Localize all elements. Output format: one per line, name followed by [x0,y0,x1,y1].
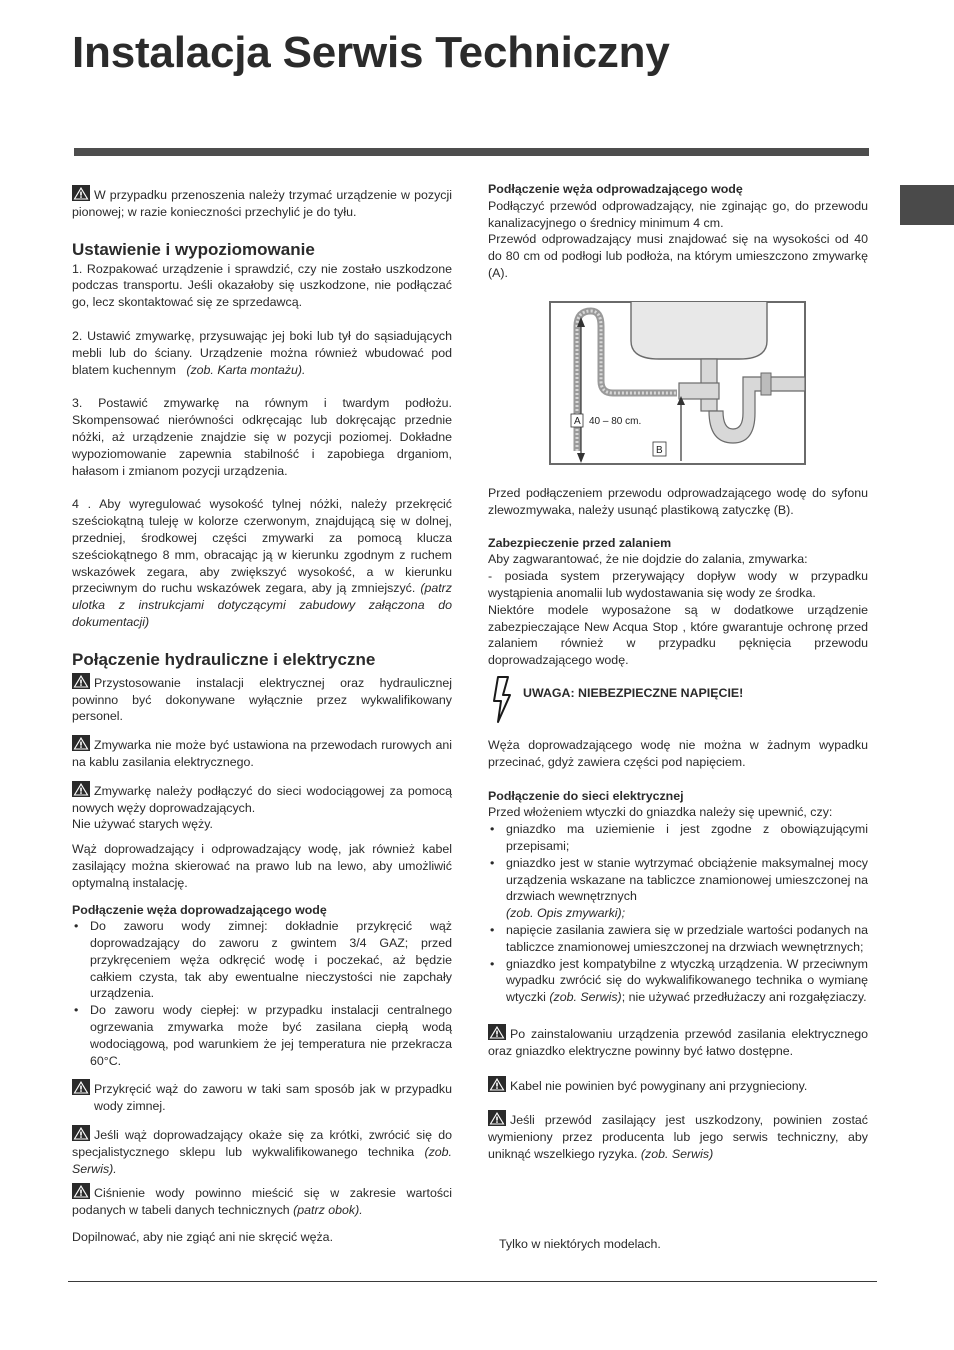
bullet-dot: • [490,822,495,837]
footer-rule [68,1281,877,1282]
inlet-bullet-cold [72,918,452,1002]
warning-icon [488,1076,506,1092]
figure-label-b: B [656,445,663,456]
final-note: Dopilnować, aby nie zgiąć ani nie skręcić węża. [72,1230,334,1245]
warning-right-3-ref: (zob. Serwis) [640,1146,714,1161]
warning-icon [72,781,90,797]
warning-6-text: Ciśnienie wody powinno mieścić się w zakresie wartości podanych w tabeli danych technicznych [72,1186,452,1218]
setup-heading: Ustawienie i wypoziomowanie [72,239,315,259]
footnote: Tylko w niektórych modelach. [499,1237,661,1251]
electric-bullet-3-text: napięcie zasilania zawiera się w przedziale wartości podanych na tabliczce znamionowej umieszczonej na drzwiach wewnętrznych; [506,922,868,954]
flood-paragraph-2: - posiada system przerywający dopływ wody w przypadku wystąpienia anomalii lub wydostawania się wody ze środka. [488,569,868,600]
electric-bullet-3 [488,922,868,956]
figure-label-a: A [574,416,581,427]
warning-right-2-text: Kabel nie powinien być powyginany ani przygnieciony. [510,1078,808,1093]
intro-warning-text: W przypadku przenoszenia należy trzymać urządzenie w pozycji pionowej; w razie konieczności przechylić je do tyłu. [72,188,452,219]
warning-icon [488,1110,506,1126]
step-4 [72,496,452,630]
warning-icon [72,673,90,689]
right-column-lower [488,485,868,669]
warning-6-ref: (patrz obok). [293,1203,363,1218]
warning-4 [72,1079,452,1115]
electric-bullet-1 [488,821,868,855]
electric-bullet-1-text: gniazdko ma uziemienie i jest zgodne z obowiązującymi przepisami; [506,822,868,853]
electric-bullet-2-ref: (zob. Opis zmywarki); [506,906,626,921]
lightning-bolt-icon [492,675,514,723]
warning-icon [72,185,90,201]
warning-icon [72,735,90,751]
hoses-paragraph: Wąż doprowadzający i odprowadzający wodę, jak również kabel zasilający można skierować na prawo lub na lewo, aby umożliwić optymalną instalację. [72,842,452,890]
warning-icon [72,1125,90,1141]
inlet-bullet-hot [72,1002,452,1069]
warning-right-1-text: Po zainstalowaniu urządzenia przewód zasilania elektrycznego oraz gniazdko elektryczne powinny być łatwo dostępne. [488,1026,868,1058]
warning-right-3 [488,1110,868,1162]
drain-paragraph-1: Podłączyć przewód odprowadzający, nie zginając go, do przewodu kanalizacyjnego o średnicy minimum 4 cm. [488,198,868,230]
electric-intro: Przed włożeniem wtyczki do gniazdka należy się upewnić, czy: [488,805,833,820]
bullet-dot: • [490,922,495,937]
warning-6 [72,1183,452,1219]
electric-bullet-4-end: ; nie używać przedłużaczy ani rozgałęziaczy. [621,990,867,1005]
warning-right-1 [488,1024,868,1060]
warning-5-ref: (zob. Serwis). [72,1144,452,1176]
warning-1-text: Przystosowanie instalacji elektrycznej oraz hydraulicznej powinno być dokonywane wyłącznie przez wykwalifikowany personel. [72,675,452,724]
warning-2 [72,735,452,771]
flood-paragraph-3: Niektóre modele wyposażone są w dodatkowe urządzenie zabezpieczające New Acqua Stop , które gwarantuje ochronę przed zalaniem również w przypadku pęknięcia przewodu doprowadzającego wodę. [488,602,868,668]
step-1: 1. Rozpakować urządzenie i sprawdzić, czy nie zostało uszkodzone podczas transportu. Jeśli okazałoby się uszkodzone, nie podłączać go, lecz skontaktować się ze sprzedawcą. [72,261,452,310]
warning-3b: Nie używać starych węży. [72,817,213,832]
electric-bullet-4-ref: (zob. Serwis) [549,990,622,1005]
bullet-dot: • [490,855,495,870]
step-4-text: 4 . Aby wyregulować wysokość tylnej nóżki, należy przekręcić sześciokątną tuleję w kolorze czerwonym, znajdującą się w dolnej, przedniej, środkowej części zmywarki za pomocą klucza sześciokątnego 8 mm, obracając ją w kierunku zgodnym z ruchem wskazówek zegara, aby zwiększyć wysokość, a w kierunku przeciwnym do ruchu wskazówek zegara, aby ją zmniejszyć. [72,497,452,596]
bullet-dot: • [490,956,495,971]
warning-icon [72,1079,90,1095]
warning-5-text: Jeśli wąż doprowadzający okaże się za krótki, zwrócić się do specjalistycznego sklepu lub wykwalifikowanego technika [72,1128,452,1159]
drain-hose-figure [549,301,806,465]
voltage-warning: UWAGA: NIEBEZPIECZNE NAPIĘCIE! [523,686,744,700]
inlet-heading: Podłączenie węża doprowadzającego wodę [72,902,327,917]
warning-icon [72,1183,90,1199]
right-column-electric [488,737,868,1163]
electric-bullet-4-text: gniazdko jest kompatybilne z wtyczką urządzenia. W przeciwnym wypadku zwrócić się do wykwalifikowanego technika o wymianę wtyczki [506,956,868,1005]
electric-heading: Podłączenie do sieci elektrycznej [488,788,684,803]
warning-3 [72,781,452,817]
hydro-heading: Połączenie hydrauliczne i elektryczne [72,649,376,669]
step-4-ref: (patrz ulotka z instrukcjami dotyczącymi zabudowy załączona do dokumentacji) [72,581,452,629]
inlet-bullet-cold-text: Do zaworu wody zimnej: dokładnie przykręcić wąż doprowadzający do zaworu z gwintem 3/4 GAZ; przed przykręceniem węża odkręcić wodę i poczekać, aż będzie całkiem czysta, tak aby ewentualne nieczystości nie zapchały urządzenia. [90,919,452,1001]
warning-5 [72,1125,452,1177]
warning-right-2 [488,1076,868,1095]
warning-3-text: Zmywarkę należy podłączyć do sieci wodociągowej za pomocą nowych węży doprowadzających. [72,783,452,815]
flood-heading: Zabezpieczenie przed zalaniem [488,535,672,550]
drain-heading: Podłączenie węża odprowadzającego wodę [488,182,743,196]
voltage-paragraph: Węża doprowadzającego wodę nie można w żadnym wypadku przecinać, gdyż zawiera części pod napięciem. [488,738,868,769]
left-column [72,185,452,1246]
electric-bullet-4 [488,956,868,1006]
bullet-dot: • [74,919,79,934]
title-rule [74,148,869,156]
figure-dimension: 40 – 80 cm. [589,416,642,427]
warning-1 [72,673,452,725]
step-2-text: 2. Ustawić zmywarkę, przysuwając jej boki lub tył do sąsiadujących mebli lub do ściany. Urządzenie można również wbudować pod blatem kuchennym [72,328,452,377]
step-2-ref: (zob. Karta montażu). [186,362,306,377]
warning-4-text: Przykręcić wąż do zaworu w taki sam sposób jak w przypadku wody zimnej. [94,1082,452,1114]
drain-paragraph-2: Przewód odprowadzający musi znajdować się na wysokości od 40 do 80 cm od podłogi lub podłoża, na którym umieszczono zmywarkę (A). [488,232,868,280]
flood-paragraph-1: Aby zagwarantować, że nie dojdzie do zalania, zmywarka: [488,552,808,567]
bullet-dot: • [74,1003,79,1018]
warning-right-3-text: Jeśli przewód zasilający jest uszkodzony, powinien zostać wymieniony przez producenta lub jego serwis techniczny, aby uniknąć wszelkiego ryzyka. [488,1113,868,1161]
warning-2-text: Zmywarka nie może być ustawiona na przewodach rurowych ani na kablu zasilania elektrycznego. [72,738,452,769]
step-2 [72,328,452,378]
electric-bullet-2-text: gniazdko jest w stanie wytrzymać obciążenie maksymalnej mocy urządzenia wskazane na tabliczce znamionowej umieszczonej na drzwiach wewnętrznych [506,855,868,904]
section-tab [900,185,954,225]
siphon-paragraph: Przed podłączeniem przewodu odprowadzającego wodę do syfonu zlewozmywaka, należy usunąć plastikową zatyczkę (B). [488,486,868,517]
intro-warning [72,185,452,221]
electric-bullet-2 [488,855,868,922]
page-title: Instalacja Serwis Techniczny [72,28,670,77]
warning-icon [488,1024,506,1040]
inlet-bullet-hot-text: Do zaworu wody ciepłej: w przypadku instalacji centralnego ogrzewania zmywarka może być zasilana ciepłą wodą wodociągową, pod warunkiem że jej temperatura nie przekracza 60°C. [90,1003,452,1068]
step-3: 3. Postawić zmywarkę na równym i twardym podłożu. Skompensować nierówności odkręcając lub dokręcając przednie nóżki, aż urządzenie znajdzie się w pozycji poziomej. Dokładne wypoziomowanie zapewnia stabilność i zapobiega drganiom, hałasom i zmianom pozycji urządzenia. [72,396,452,478]
right-column [488,181,868,282]
